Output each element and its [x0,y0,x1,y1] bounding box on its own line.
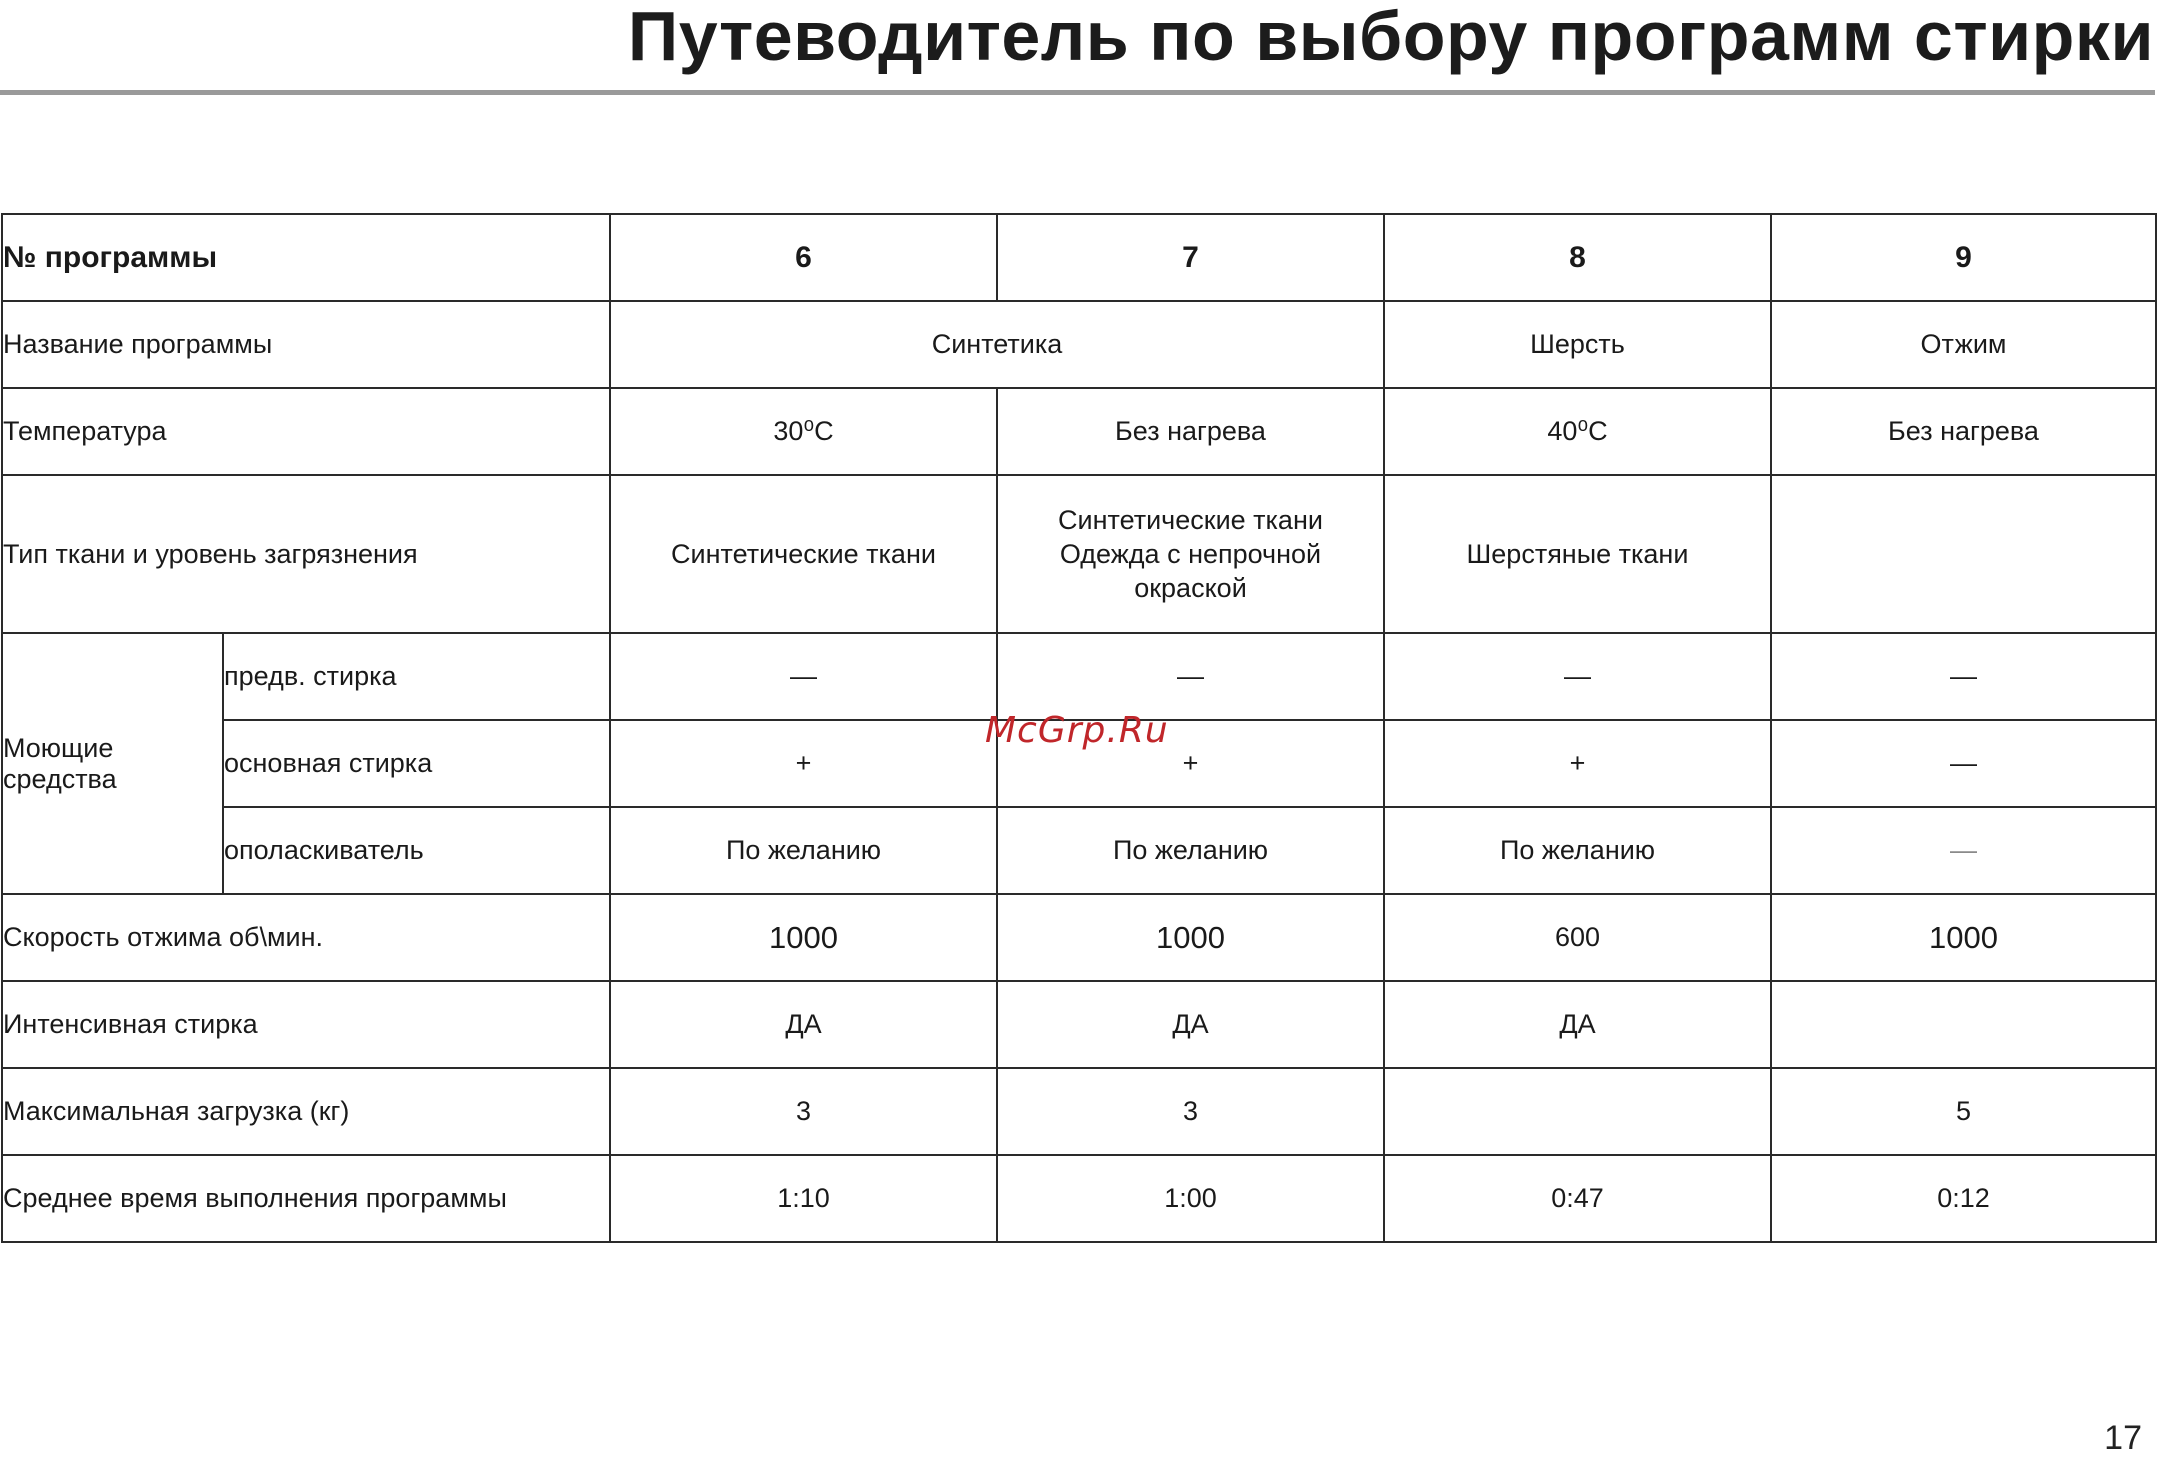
row-label-intensive: Интенсивная стирка [2,981,610,1068]
fabric-line: Синтетические ткани [1058,505,1323,535]
table-cell: Синтетические ткани [610,475,997,633]
title-divider [0,90,2155,95]
row-label-avg-time: Среднее время выполнения программы [2,1155,610,1242]
program-7-header: 7 [997,214,1384,301]
table-cell: + [997,720,1384,807]
row-label-fabric-type: Тип ткани и уровень загрязнения [2,475,610,633]
table-cell: + [610,720,997,807]
table-cell: 3 [610,1068,997,1155]
table-cell: 1000 [1771,894,2156,981]
sub-label-prewash: предв. стирка [223,633,610,720]
table-cell: Без нагрева [997,388,1384,475]
table-cell: По желанию [610,807,997,894]
table-cell: 0:47 [1384,1155,1771,1242]
table-cell: ДА [1384,981,1771,1068]
table-row-program-number [2,214,2156,301]
table-cell: Шерстяные ткани [1384,475,1771,633]
table-cell: 0:12 [1771,1155,2156,1242]
row-label-max-load: Максимальная загрузка (кг) [2,1068,610,1155]
table-cell: 600 [1384,894,1771,981]
table-cell: — [1771,720,2156,807]
row-label-temperature: Температура [2,388,610,475]
watermark: McGrp.Ru [985,710,1169,751]
table-cell: По желанию [997,807,1384,894]
fabric-line: окраской [1134,573,1247,603]
table-cell: 1:10 [610,1155,997,1242]
page-number: 17 [2104,1419,2142,1457]
program-8-header: 8 [1384,214,1771,301]
program-name-synthetics: Синтетика [610,301,1384,388]
table-cell: — [1384,633,1771,720]
program-6-header: 6 [610,214,997,301]
table-cell: 5 [1771,1068,2156,1155]
table-cell: — [1771,633,2156,720]
row-label-program-name: Название программы [2,301,610,388]
sub-label-softener: ополаскиватель [223,807,610,894]
table-cell: Без нагрева [1771,388,2156,475]
fabric-line: Одежда с непрочной [1059,539,1322,569]
sub-label-main-wash: основная стирка [223,720,610,807]
table-cell: 1000 [610,894,997,981]
table-cell: 40⁰C [1384,388,1771,475]
program-name-spin: Отжим [1771,301,2156,388]
table-cell: — [1771,807,2156,894]
detergents-label-line: средства [3,763,117,794]
table-row-spin-speed [2,894,2156,981]
table-cell: По желанию [1384,807,1771,894]
detergents-label-line: Моющие [3,732,114,763]
table-row-intensive [2,981,2156,1068]
row-label-program-number: № программы [2,214,610,301]
table-row-temperature [2,388,2156,475]
table-cell [1771,981,2156,1068]
table-row-max-load [2,1068,2156,1155]
row-label-spin-speed: Скорость отжима об\мин. [2,894,610,981]
table-cell: 30⁰C [610,388,997,475]
table-cell: — [610,633,997,720]
page-title: Путеводитель по выбору программ стирки [627,0,2154,75]
table-cell: 1:00 [997,1155,1384,1242]
table-cell [1384,1068,1771,1155]
table-row-softener [2,807,2156,894]
table-cell: + [1384,720,1771,807]
table-row-prewash [2,633,2156,720]
row-label-detergents [2,633,223,894]
table-row-avg-time [2,1155,2156,1242]
program-9-header: 9 [1771,214,2156,301]
table-cell: — [997,633,1384,720]
table-row-program-name [2,301,2156,388]
program-name-wool: Шерсть [1384,301,1771,388]
table-cell: 3 [997,1068,1384,1155]
table-cell: 1000 [997,894,1384,981]
table-cell: ДА [997,981,1384,1068]
table-row-fabric-type [2,475,2156,633]
table-cell [997,475,1384,633]
table-cell [1771,475,2156,633]
table-cell: ДА [610,981,997,1068]
